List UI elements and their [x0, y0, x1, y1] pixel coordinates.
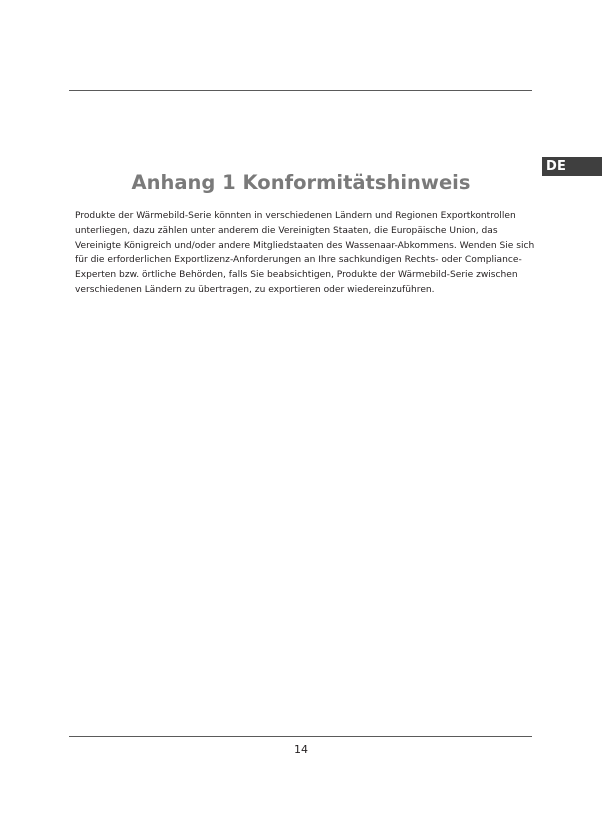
- page-number: 14: [294, 743, 308, 756]
- compliance-paragraph: Produkte der Wärmebild-Serie könnten in verschiedenen Ländern und Regionen Exportkontrollen unterliegen, dazu zählen unter anderem die Vereinigten Staaten, die Europäische Union, das Vereinigte Königreich und/oder andere Mitgliedstaaten des Wassenaar-Abkommens. Wenden Sie sich für die erforderlichen Exportlizenz-Anforderungen an Ihre sachkundigen Rechts- oder Compliance-Experten bzw. örtliche Behörden, falls Sie beabsichtigen, Produkte der Wärmebild-Serie zwischen verschiedenen Ländern zu übertragen, zu exportieren oder wiedereinzuführen.: [75, 211, 535, 295]
- language-tab: DE: [542, 157, 602, 176]
- footer-rule: [69, 736, 532, 737]
- header-rule: [69, 90, 532, 91]
- section-title: Anhang 1 Konformitätshinweis: [131, 171, 471, 194]
